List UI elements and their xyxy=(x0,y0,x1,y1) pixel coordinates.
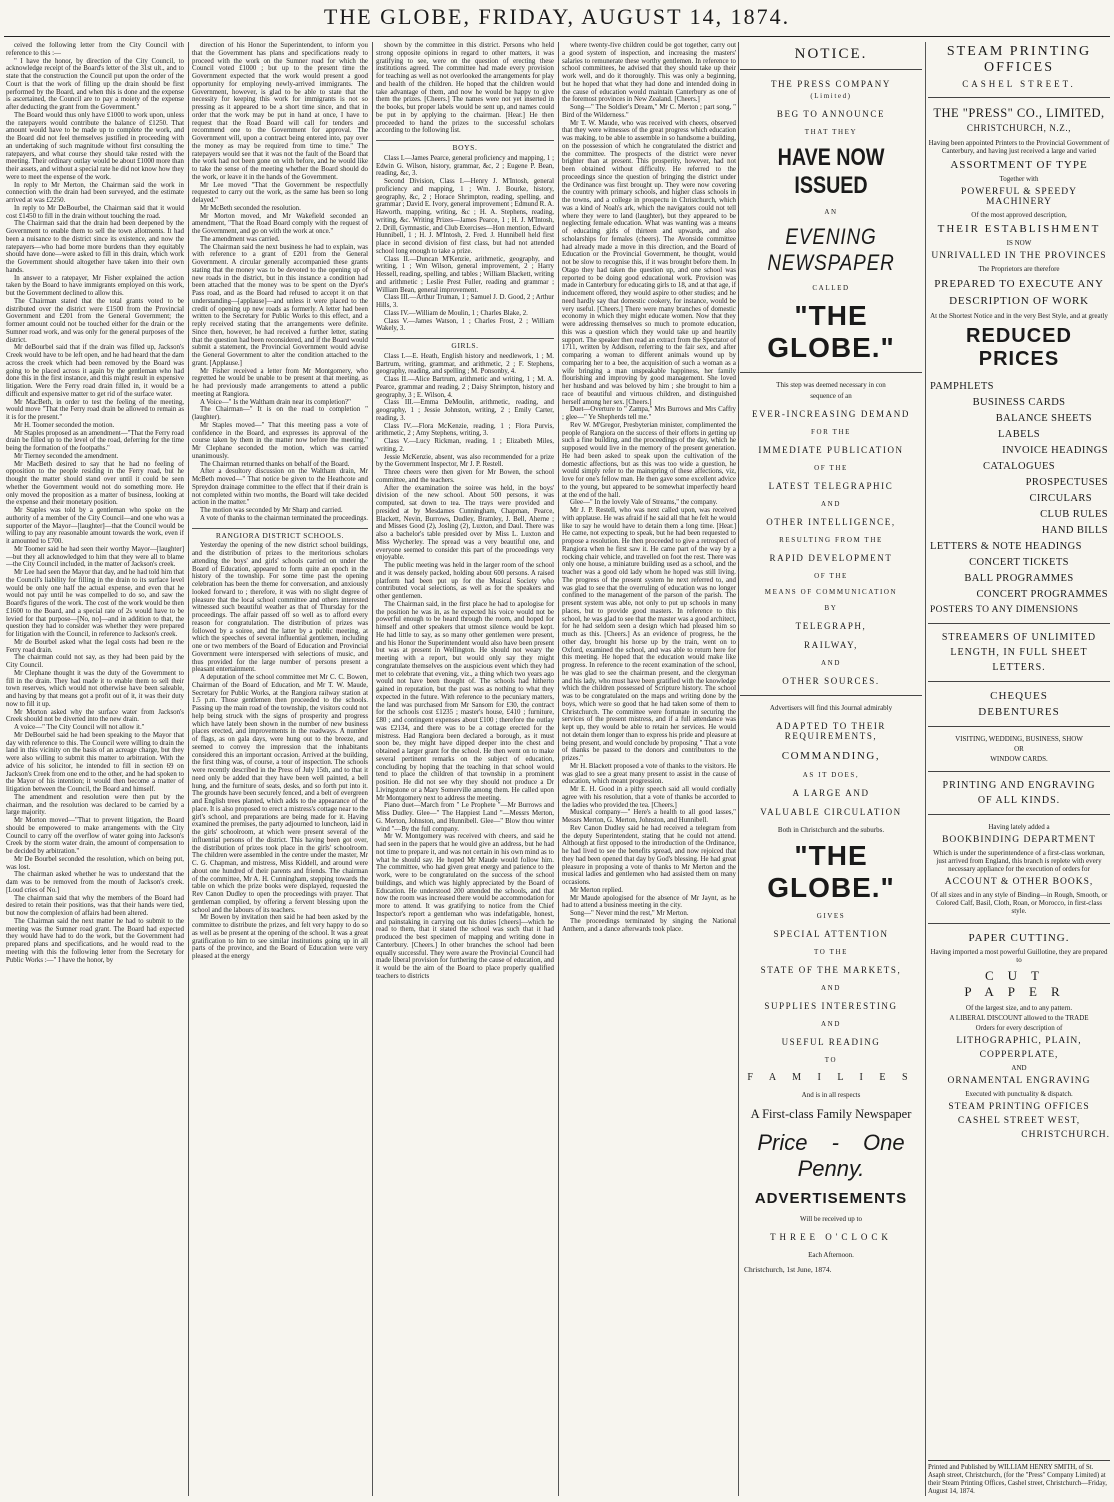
article-paragraph: Mr T. W. Maude, who was received with cheers, observed that they were witnesses of the great progress which education was making, to be able to assemble in so handsome a building, on the possession of which he congratulated the district and the committee. The prospects of the district were never brighter than at present. This prosperity, however, had not been obtained without difficulty. He referred to the proceedings since the question of bringing the district under the Ordinance was first brought up. They were now covering the country with primary schools, and higher class schools in the towns, and a college in prospectu in Christchurch, which was a kind of Noah's ark, which the navigators could not tell where they were to land (laughter), but they appeared to be neglecting female education. What was wanting was a means of educating girls of thirteen and upwards, and also scholarships for females (cheers). The Avonside committee had already made a move in this direction, and the Board of Education or the Provincial Government, he thought, would not be slow to recognise this, if it was brought before them. In Otago they had taken the question up, and one school was reported to be doing good educational work. Provision was made in Canterbury for educating girls to 18, and at that age, if inducement offered, they would aspire to other studies; and he need hardly say that domestic cookery, for instance, would be very useful. [Cheers.] There were many branches of domestic economy in which they might educate women. Now that they were addressing themselves so much to promote education, this was a question which they would take up and heartily support. The speaker then read an extract from the Spectator of 1711, written by Addison, referring to the fair sex, and after comparing a woman to different animals wound up by comparing her to a bee, the acquisition of such a woman as a wife bringing a man unspeakable happiness, her family flourishing and improving by good management. She loved her husband and was beloved by him ; she brought to him a race of beautiful and virtuous children, and distinguished herself among her sex. [Cheers.] xyxy=(562,119,736,406)
article-paragraph: Class III.—Emma DeMoulin, arithmetic, reading, and geography, 1 ; Jessie Johnston, writing, 2 ; Emily Carter, reading, 3. xyxy=(376,399,554,422)
article-paragraph: The Chairman returned thanks on behalf of the Board. xyxy=(200,460,350,468)
ad-line: UNRIVALLED IN THE PROVINCES xyxy=(931,251,1107,261)
article-paragraph: The proceedings terminated by singing the National Anthem, and a dance afterwards took place. xyxy=(562,917,736,933)
ad-item: CIRCULARS xyxy=(1029,493,1092,504)
ad-line: AND xyxy=(1011,1064,1027,1072)
ad-line: STEAM PRINTING OFFICES xyxy=(948,1102,1090,1112)
notice-line: IMMEDIATE PUBLICATION xyxy=(758,445,904,455)
article-paragraph: Mr de Bourbel asked what the legal costs had been re the Ferry road drain. xyxy=(6,638,184,654)
article-paragraph: The amendment and resolution were then put by the chairman, and the resolution was declared to be carried by a large majority. xyxy=(6,793,184,817)
notice-line: FOR THE xyxy=(810,428,852,436)
ad-line: At the Shortest Notice and in the very Best Style, and at greatly xyxy=(930,312,1108,320)
ad-line: LETTERS. xyxy=(992,662,1046,673)
ad-line: COPPERPLATE, xyxy=(979,1050,1059,1060)
ad-line: CUT PAPER xyxy=(964,968,1074,999)
article-paragraph: Mr Morton moved, and Mr Wakefield seconded an amendment, "That the Road Board comply with the request of the Government, and go on with the work at once." xyxy=(192,212,368,235)
ad-line: The Proprietors are therefore xyxy=(978,265,1060,273)
article-paragraph: ceived the following letter from the City Council with reference to this :— xyxy=(6,42,184,57)
ad-item: CONCERT TICKETS xyxy=(969,557,1069,568)
notice-line: STATE OF THE MARKETS, xyxy=(760,965,902,975)
notice-line: Each Afternoon. xyxy=(808,1251,854,1259)
article-paragraph: where twenty-five children could be got together, carry out a good system of inspection, and increasing the masters' salaries to remunerate these worthy gentlemen. In reference to school committees, he advised that they should take up their work well, and do it thoroughly. This was only a beginning, but he hoped that what they had done and intended doing in the cause of education would maintain Canterbury as one of the foremost provinces in New Zealand. [Cheers.] xyxy=(562,42,736,104)
article-paragraph: The Chairman stated that the total grants voted to be distributed over the district were £1500 from the Provincial Government and £201 from the General Government; the former amount could not be touched either for the drain or the Sumner road work, and was only for the general purposes of the district. xyxy=(6,297,184,344)
section-heading: GIRLS. xyxy=(376,338,554,350)
ad-item: POSTERS TO ANY DIMENSIONS xyxy=(930,605,1079,615)
article-paragraph: Mr Tierney seconded the amendment. xyxy=(14,452,119,460)
divider xyxy=(928,726,1110,727)
notice-line: A LARGE AND xyxy=(792,788,870,798)
notice-line: OTHER SOURCES. xyxy=(782,676,880,686)
notice-date: Christchurch, 1st June, 1874. xyxy=(744,1265,832,1274)
notice-line: sequence of an xyxy=(810,392,852,400)
notice-line: AND xyxy=(821,659,841,667)
article-paragraph: Mr MacBeth, in order to test the feeling of the meeting, would move "That the Ferry road drain be allowed to remain as it is for the present." xyxy=(6,398,184,421)
article-paragraph: Class V.—James Watson, 1 ; Charles Frost, 2 ; William Wakely, 3. xyxy=(376,317,554,333)
notice-line: OF THE xyxy=(814,464,848,472)
notice-line: Will be received up to xyxy=(800,1215,862,1223)
ad-item: PROSPECTUSES xyxy=(1025,477,1108,488)
article-column-4 xyxy=(562,42,736,1496)
ad-line: A LIBERAL DISCOUNT allowed to the TRADE xyxy=(949,1014,1089,1022)
ad-item: INVOICE HEADINGS xyxy=(1002,445,1108,456)
article-paragraph: Rev Canon Dudley said he had received a telegram from the deputy Superintendent, stating that he could not attend. Although at first opposed to the introduction of the Ordinance, he had lived to see the benefits spread, and now rejoiced that they had been opened that day by God's blessing. He had great pleasure in proposing a vote of thanks to Mr Merton and the musical ladies and gentlemen who had assisted them on many occasions. xyxy=(562,824,736,886)
notice-line: THE PRESS COMPANY xyxy=(771,79,891,89)
article-paragraph: The motion was seconded by Mr Sharp and carried. xyxy=(200,507,343,514)
masthead: THE GLOBE, FRIDAY, AUGUST 14, 1874. xyxy=(323,4,791,29)
notice-globe-title: "THE GLOBE." xyxy=(767,840,895,903)
article-paragraph: After the examination the soiree was held, in the boys' division of the new school. About 500 persons, it was computed, sat down to tea. The trays were provided and presided at by Mesdames Cunningham, Chapman, Pearce, Blackett, Nevin, Burrows, Dudley, Bramley, J. Bell, Aherne ; and Misses Good (2), Josling (2), Luxton, and Daul. There was also a bachelor's table presided over by Miss L. Luxton and Miss Wycherley. The spread was a very beautiful one, and everyone seemed to consider this part of the proceedings very enjoyable. xyxy=(376,484,554,562)
ad-line: Orders for every description of xyxy=(975,1024,1063,1032)
column-rule xyxy=(738,42,739,1496)
ad-line: ASSORTMENT OF TYPE xyxy=(950,159,1088,171)
article-paragraph: Second Division, Class I.—Henry J. M'Intosh, general proficiency and mapping, 1 ; Wm. J. Bourke, history, geography, &c, 2 ; Horace Shrimpton, reading, spelling, and grammar ; David E. Ivory, general improvement ; Edmund R. A. Haworth, mapping, writing, &c ; H. A. Stephens, reading, writing, &c. Writing Prizes—James Pearce, 1 ; H. J. M'Intosh, 2. Drill, Gymnastic, and Club Exercises—Hon mention, Edward Hunnibell, 1 ; H. J. M'Intosh, 2. Fred. J. Hunnibell held first place in second division of first class, but had not attended school long enough to take a prize. xyxy=(376,178,554,255)
article-paragraph: Song—" Never mind the rest," Mr Merton. xyxy=(570,910,689,917)
ad-item: LETTERS & NOTE HEADINGS xyxy=(930,541,1082,552)
notice-line: TO THE xyxy=(813,948,849,956)
article-paragraph: The Chairman said that the drain had been deepened by the Government to enable them to sell the town allotments. It had been a nuisance to the district since its existence, and now the ratepayers—who had borne more burdens than they equitably should have done—were asked to fill in this drain, which work the Government should altogether have taken into their own hands. xyxy=(6,220,184,274)
article-paragraph: Mr Staples was told by a gentleman who spoke on the authority of a member of the City Council—and one who was a supporter of the Mayor—[laughter]—that the Council would be willing to pay any reasonable amount towards the work, even if it amounted to £700. xyxy=(6,507,184,545)
ad-item: HAND BILLS xyxy=(1041,525,1108,536)
article-paragraph: " I have the honor, by direction of the City Council, to acknowledge receipt of the Board's letter of the 31st ult., and to state that the construction the Council put upon the order of the Court is that the work of filling up the drain should be first performed by the Board, and when this is done and the expense is ascertained, the Council are to pay a moiety of the expense after deducting the grant from the Government." xyxy=(6,57,184,111)
ad-item: PAMPHLETS xyxy=(930,381,994,392)
ad-line: THEIR ESTABLISHMENT xyxy=(937,223,1101,235)
article-paragraph: Jessie McKenzie, absent, was also recommended for a prize by the Government Inspector, Mr J. P. Restell. xyxy=(376,453,554,469)
ad-line: ACCOUNT & OTHER BOOKS, xyxy=(944,877,1094,887)
article-column-3 xyxy=(376,42,554,1496)
ad-line: Of all sizes and in any style of Binding—in Rough, Smooth, or Colored Calf, Basil, Cloth, Roan, or Morocco, in first-class style. xyxy=(930,891,1108,915)
ad-line: CASHEL STREET. xyxy=(962,79,1076,89)
notice-line: SUPPLIES INTERESTING xyxy=(764,1001,898,1011)
notice-line: RAILWAY, xyxy=(804,640,858,650)
article-paragraph: Class IV.—William de Moulin, 1 ; Charles Blake, 2. xyxy=(384,309,528,317)
ad-line: Having lately added a xyxy=(988,823,1050,831)
article-paragraph: Mr Toomer said he had seen their worthy Mayor—[laughter]—but they all acknowledged to him that they were all to blame—the City Council included, in the matter of Jackson's creek. xyxy=(6,545,184,569)
ad-line: CASHEL STREET WEST, xyxy=(957,1116,1081,1126)
ad-item: BALANCE SHEETS xyxy=(995,413,1092,424)
article-paragraph: The chairman asked whether he was to understand that the dam was to be removed from the mouth of Jackson's creek. [Loud cries of No.] xyxy=(6,871,184,894)
notice-line: USEFUL READING xyxy=(781,1037,881,1047)
article-paragraph: Class II.—Duncan M'Kenzie, arithmetic, geography, and writing, 1 ; Wm Wilson, general improvement, 2 ; Harry Hessell, reading, spelling, and tables ; William Blackett, writing and arithmetic ; Leslie Prest Fuller, reading and grammar ; William Bean, general improvement. xyxy=(376,255,554,294)
article-paragraph: Mr Lee had seen the Mayor that day, and he had told him that the Council's liability for filling in the drain to its surface level would be only one half the actual expense, and even that he would not pay until he was compelled to do so, and saw the Board's figures of the work. The cost of the work would be then £1600 to the Board, and a special rate of 2s would have to be levied for that purpose—[No, no]—and in addition to that, the question they had to consider was whether they were prepared for litigation with the Council, in reference to Jackson's creek. xyxy=(6,569,184,638)
ad-item: BUSINESS CARDS xyxy=(972,397,1066,408)
article-paragraph: Mr Maude apologised for the absence of Mr Jaynt, as he had to attend a business meeting in the city. xyxy=(562,894,736,910)
article-paragraph: Mr Fisher received a letter from Mr Montgomery, who regretted he would be unable to be present at that meeting, as he had previously made arrangements to attend a public meeting at Rangiora. xyxy=(192,367,368,398)
article-paragraph: Class II.—Alice Bartrum, arithmetic and writing, 1 ; M. A. Pearce, grammar and reading, 2 ; Daisy Shrimpton, history and geography, 3 ; E. Wilson, 4. xyxy=(376,376,554,399)
article-paragraph: Mr H. Blackett proposed a vote of thanks to the visitors. He was glad to see a great many present to assist in the cause of education, which meant progression. xyxy=(562,762,736,786)
notice-line: VALUABLE CIRCULATION xyxy=(760,807,902,817)
ad-line: STEAM PRINTING OFFICES xyxy=(946,44,1092,75)
article-paragraph: The Chairman—" It is on the road to completion " (laughter). xyxy=(192,406,368,421)
notice-line: (Limited) xyxy=(810,92,852,100)
article-paragraph: Mr Morton asked why the surface water from Jackson's Creek should not be diverted into the new drain. xyxy=(6,708,184,724)
article-paragraph: Mr J. P. Restell, who was next called upon, was received with applause. He was afraid if he said all that he felt he would like to say he would have to detain them a long time. [Hear.] He came, not expecting to speak, but he had been requested to propose a resolution. He then proceeded to give a retrospect of Rangiora when he first saw it. He came part of the way by a rocking chair vehicle, and travelled on foot the rest. There was only one house, a miniature building used as a school, and the teacher was a good old lady whom he hoped was still living. The progress of the present system he next referred to, and was glad to see that the overruling of education was no longer confined to the management of the parson of the parish. The present system was able, not only to put up schools in many places, but to provide good masters. In reference to this school, he was glad to see that the master was a good architect, for he had seldom seen a design which had pleased him so much as this. [Cheers.] As an evidence of progress, he the other day, brought his horse up by the train, went on to Oxford, examined the school, and was able to return here for this meeting. He hoped that the education would make like progress. In reference to the recent examination of the school, he was glad to see the chairman present, and the clergyman and his lady, who must have been gratified with the knowledge which the children possessed of Scripture history. The school was to be congratulated on the maps and writing done by the boys, which were so good that he had taken some of them to Christchurch. The committee were fortunate in securing the services of the present mistress, and if a full attendance was kept up, they would be able to retain her services. He would not detain them longer than to express his pride and pleasure at being present, and would conclude by proposing " That a vote of thanks be passed to the donors and contributors to the prizes." xyxy=(562,507,736,762)
notice-line: AND xyxy=(821,1020,841,1028)
ad-item: CATALOGUES xyxy=(983,461,1055,472)
divider xyxy=(928,771,1110,772)
article-paragraph: Class I.—E. Heath, English history and needlework, 1 ; M. Bartrum, writing, grammar, and arithmetic, 2 ; F. Stephens, geography, reading, and spelling ; M. Ponsonby, 4. xyxy=(376,352,554,376)
divider xyxy=(928,97,1110,98)
ad-line: PRINTING AND ENGRAVING xyxy=(942,780,1096,791)
article-paragraph: The Chairman said, in the first place he had to apologise for the position he was in, as he expected his voice would not be powerful enough to be heard through the room, and hoped for himself and other speakers that utmost silence would be kept. He had little to say, as so many other gentlemen were present, and his Honor the Superintendent would also have been present but was at present in Wellington. He should not weary the meeting with a report, but would only say they might congratulate themselves on the auspicious event which they had met to celebrate that evening, viz., a thing which two years ago would not have been thought of. The schools had hitherto gained in reputation, but the past was as nothing to what they expected in the future. With reference to the pecuniary matters, the land was purchased from Mr Sansom for £30, the contract for the schools cost £1235 ; master's house, £410 ; furniture, £80 ; and contingent expenses about £100 ; therefore the outlay was £2134, and there was to be a cottage erected for the mistress. Had Rangiora been declared a borough, as it must soon be, they might have dipped deeper into the chest and obtained a larger grant for the school. He then went on to make several pertinent remarks on the subject of education, concluding by hoping that the teaching in that school would tend to place the children of that township in a prominent position. He did not see why they should not produce a Dr Livingstone or a Mary Somerville among them. He called upon Mr Montgomery next to address the meeting. xyxy=(376,600,554,802)
notice-line: GIVES xyxy=(816,912,846,920)
notice-title: NOTICE. xyxy=(740,46,922,70)
article-paragraph: Mr Bowen by invitation then said he had been asked by the committee to distribute the prizes, and felt very happy to do so as well as be present at the opening of the school. It was a great gratification to him to see similar institutions going up in all parts of the province, and the Board of Education were very pleased at the energy xyxy=(192,914,368,960)
ad-line: VISITING, WEDDING, BUSINESS, SHOW xyxy=(955,735,1083,743)
article-paragraph: Class III.—Arthur Truman, 1 ; Samuel J. D. Good, 2 ; Arthur Hills, 3. xyxy=(376,294,554,309)
notice-line: EVER-INCREASING DEMAND xyxy=(752,409,910,419)
article-paragraph: Mr Staples proposed as an amendment—"That the Ferry road drain be filled up to the level of the road, deferring for the time being the formation of the footpaths." xyxy=(6,429,184,452)
article-paragraph: Mr Morton moved—"That to prevent litigation, the Board should be empowered to make arrangements with the City Council to carry off the overflow of water going into Jackson's Creek by the storm water drain, the amount of compensation to be decided by arbitration." xyxy=(6,817,184,855)
notice-line: LATEST TELEGRAPHIC xyxy=(768,481,894,491)
notice-line: OTHER INTELLIGENCE, xyxy=(766,517,896,527)
ad-item: CONCERT PROGRAMMES xyxy=(976,589,1108,600)
column-rule xyxy=(558,42,559,1496)
article-paragraph: Mr deBourbel said that if the drain was filled up, Jackson's Creek would have to be left open, and he had heard that the dam across the creek which had been removed by the Board was going to be placed across it again by the gentleman who had done this in the first instance, and this might result in expensive litigation. Were the Ferry road drain filled in, it would be a difficult and expensive matter to get rid of the surface water. xyxy=(6,344,184,398)
ad-line: Together with xyxy=(999,175,1039,183)
divider xyxy=(928,623,1110,624)
article-paragraph: Mr Merton replied. xyxy=(570,886,624,894)
article-paragraph: Mr H. Toomer seconded the motion. xyxy=(14,421,115,429)
article-paragraph: A Voice—" Is the Waltham drain near its completion?" xyxy=(200,398,351,406)
article-paragraph: Mr De Bourbel seconded the resolution, which on being put, was lost. xyxy=(6,855,184,871)
article-paragraph: After a desultory discussion on the Waltham drain, Mr McBeth moved—" That notice be given to the Heathcote and Spreydon drainage committee to the effect that if their drain is not completed within two months, the Board will take decided action in the matter." xyxy=(192,468,368,507)
steam-printing-advertisement xyxy=(928,42,1110,1496)
ad-line: POWERFUL & SPEEDY MACHINERY xyxy=(961,187,1077,207)
article-column-1 xyxy=(6,42,184,1496)
notice-line: OF THE xyxy=(814,572,848,580)
article-paragraph: Song—" The Soldier's Dream," Mr C. Merton ; part song, " Bird of the Wilderness." xyxy=(562,104,736,119)
ad-item: LABELS xyxy=(997,429,1041,440)
article-paragraph: Mr MacBeth desired to say that he had no feeling of opposition to the people residing in the Ferry road, but he thought the matter should stand over until it could be seen whether the Government would not do something more. He only moved the proposition as a matter of business, looking at the expense and their monetary position. xyxy=(6,460,184,507)
ad-line: WINDOW CARDS. xyxy=(990,755,1048,763)
notice-line: THREE O'CLOCK xyxy=(770,1232,892,1242)
article-paragraph: Yesterday the opening of the new district school buildings, and the distribution of prizes to the meritorious scholars attending the boys' and girls' schools carried on under the Board of Education, appeared to form quite an epoch in the history of the township. For some time past the opening celebration has been the theme for conversation, and anxiously looked forward to ; therefore, it was with no slight degree of pleasure that the local school committee and others interested witnessed such beautiful weather as that of Thursday for the proceedings. The affair passed off so well as to afford every reason for congratulation. The distribution of prizes was followed by a soiree, and the latter by a public meeting, at which the speeches of several influential gentlemen, including one or two members of the Board of Education and Provincial Government were interspersed with selections of music, and thus provided for the large number of persons present a pleasant entertainment. xyxy=(192,542,368,674)
notice-line: TO xyxy=(824,1056,838,1064)
ad-item: CLUB RULES xyxy=(1040,509,1108,520)
ad-reduced-prices: REDUCED PRICES xyxy=(966,325,1072,370)
ad-line: PAPER CUTTING. xyxy=(968,932,1070,944)
ad-line: Of the most approved description, xyxy=(971,211,1067,219)
article-paragraph: direction of his Honor the Superintendent, to inform you that the Government has plans and specifications ready to proceed with the work on the Sumner road for which the Council voted £1000 ; but up to the present time the Government expected that the work would present a good opportunity for employing newly-arrived immigrants. The Government, however, is glad to be able to state that the necessity for keeping this work for immigrants is not so pressing as it appeared to be a short time since, and that in order that the work may be put in hand at once, I have to request that the Road Board will call for tenders and recommend one to the Government for approval. The Government will, upon a contract being entered into, pay over the money as may be required from time to time." The ratepayers would see that it was not the fault of the Board that the work had not been gone on with before, and he would like to take the sense of the meeting whether the Board should do the work, or leave it in the hands of the Government. xyxy=(192,42,368,181)
article-paragraph: Mr DeBourbel said he had been speaking to the Mayor that day with reference to this. The Council were willing to drain the land in this vicinity on the basis of an acreage charge, but they were also willing to submit this matter to arbitration. With the advice of his solicitor, he intended to fill in section 69 on Jackson's Creek from one end to the other, and he had spoken to the Mayor of his intention; it would then become a matter of litigation between the Council, the Board and himself. xyxy=(6,731,184,793)
notice-line: TELEGRAPH, xyxy=(795,621,867,631)
article-paragraph: Class V.—Lucy Rickman, reading, 1 ; Elizabeth Miles, writing, 2. xyxy=(376,438,554,453)
article-paragraph: Mr E. H. Good in a pithy speech said all would cordially agree with his resolution, that a vote of thanks be accorded to the ladies who provided the tea. [Cheers.] xyxy=(562,786,736,809)
notice-line: SPECIAL ATTENTION xyxy=(773,929,889,939)
ad-line: Of the largest size, and to any pattern. xyxy=(965,1004,1073,1012)
ad-line: STREAMERS OF UNLIMITED xyxy=(941,632,1097,643)
ad-line: OF ALL KINDS. xyxy=(977,795,1061,806)
notice-line: BEG TO ANNOUNCE xyxy=(776,109,886,119)
ad-line: PREPARED TO EXECUTE ANY xyxy=(934,278,1104,290)
article-paragraph: Mr McBeth seconded the resolution. xyxy=(200,204,301,212)
article-paragraph: A voice—" The City Council will not allow it." xyxy=(14,724,145,731)
notice-line: F A M I L I E S xyxy=(747,1072,915,1083)
notice-line: RAPID DEVELOPMENT xyxy=(769,553,893,563)
notice-headline: EVENING NEWSPAPER xyxy=(767,224,895,275)
notice-line: And is in all respects xyxy=(801,1091,861,1099)
article-paragraph: Mr Lee moved "That the Government be respectfully requested to carry out the work, as the same has been so long delayed." xyxy=(192,181,368,204)
article-paragraph: Mr Staples moved—" That this meeting pass a vote of confidence in the Board, and expresses its approval of the course taken by them in the matter now before the meeting." Mr Clephane seconded the motion, which was carried unanimously. xyxy=(192,421,368,460)
ad-line: Which is under the superintendence of a first-class workman, just arrived from England, this branch is replete with every necessary appliance for the execution of orders for xyxy=(933,849,1105,873)
article-paragraph: The public meeting was held in the larger room of the school and it was densely packed, holding about 600 persons. A raised platform had been put up for the Musical Society who contributed vocal selections, as well as for the speakers and other gentlemen. xyxy=(376,562,554,600)
article-paragraph: Mr Clephane thought it was the duty of the Government to fill in the drain. They had made it to enable them to sell their town reserves, which would not otherwise have been saleable, and having by that means got a profit out of it, it was their duty now to fill it up. xyxy=(6,669,184,708)
article-paragraph: In reply to Mr DeBourbel, the Chairman said that it would cost £1450 to fill in the drain without touching the road. xyxy=(6,204,184,220)
notice-line: AS IT DOES, xyxy=(802,771,860,779)
article-paragraph: A deputation of the school committee met Mr C. C. Bowen, Chairman of the Board of Education, and Mr T. W. Maude, Secretary for Public Works, at the Rangiora railway station at 1.5 p.m. Those gentlemen then proceeded to the schools. Passing up the main road of the township, the visitors could not help being struck with the signs of prosperity and progress which have lately been shown in the number of new business places erected, and improvements in the roadways. A number of flags, as on gala days, were hung out to the breeze, and seemed to convey the impression that the inhabitants considered this an important occasion. Arrived at the building, the first thing was, of course, a tour of inspection. The schools were recently described in the Press of July 15th, and to that it need only be added that they have been well painted, a bell hung, and the furniture of seats, desks, and so forth put into it. The grounds have been securely fenced, and a belt of evergreen and English trees planted, which adds to the appearance of the place. It is also proposed to erect a mistress's cottage near to the girl's school, and preparations are being made for it. Having examined the premises, the party adjourned to luncheon, laid in the girls' schoolroom, at which were present several of the influential persons of the district. This having been got over, the distribution of prizes took place in the girls' schoolroom. The children were assembled in the centre under the master, Mr C. G. Chapman, and mistress, Miss Kiddell, and around were about one hundred of their parents and friends. The chairman of the committee, Mr A. H. Cunningham, stepping towards the table on which the prize books were displayed, requested the Rev Canon Dudley to open the proceedings with prayer. That gentleman complied, by offering a fervent blessing upon the school and the labours of its teachers. xyxy=(192,674,368,914)
notice-line: AND xyxy=(821,984,841,992)
ad-line: CHRISTCHURCH. xyxy=(1021,1130,1110,1140)
notice-line: Both in Christchurch and the suburbs. xyxy=(777,826,885,834)
article-paragraph: Duet—Overture to " Zampa," Mrs Burrows and Mrs Caffry ; glee—" Ye Shepherds tell me." xyxy=(562,406,736,421)
divider xyxy=(928,681,1110,682)
imprint: Printed and Published by WILLIAM HENRY SMITH, of St. Asaph street, Christchurch, (for the "Press" Company Limited) at their Steam Printing Offices, Cashel street, Christchurch—Friday, August 14, 1874. xyxy=(928,1460,1110,1496)
divider xyxy=(928,923,1110,924)
ad-line: Executed with punctuality & dispatch. xyxy=(965,1090,1073,1098)
notice-price: Price - One Penny. xyxy=(757,1130,905,1181)
article-paragraph: The chairman could not say, as they had been paid by the City Council. xyxy=(6,654,184,669)
notice-line: RESULTING FROM THE xyxy=(779,536,883,544)
divider xyxy=(928,814,1110,815)
article-paragraph: The Chairman said the next matter he had to submit to the meeting was the Sumner road grant. The Board had expected they would have had to do the work, but the Government had prepared plans and specifications, and he would read to the meeting with this the following letter from the Secretary for Public Works :—" I have the honor, by xyxy=(6,917,184,964)
notice-line: BY xyxy=(824,604,838,612)
divider xyxy=(740,695,922,696)
masthead-rule xyxy=(4,36,1110,37)
globe-notice-advertisement xyxy=(740,42,922,1496)
notice-line: A First-class Family Newspaper xyxy=(750,1107,912,1121)
column-rule xyxy=(925,42,926,1496)
notice-line: AND xyxy=(821,500,841,508)
ad-line: DESCRIPTION OF WORK xyxy=(949,295,1089,307)
ad-line: Having imported a most powerful Guillotine, they are prepared to xyxy=(930,948,1108,964)
ad-line: BOOKBINDING DEPARTMENT xyxy=(942,835,1096,845)
article-paragraph: Musical company—" Here's a health to all good lasses," Messrs Merton, G. Merton, Johnston, and Hunnibell. xyxy=(562,809,736,824)
ad-line: ORNAMENTAL ENGRAVING xyxy=(947,1076,1091,1086)
column-rule xyxy=(188,42,189,1496)
ad-line: CHRISTCHURCH, N.Z., xyxy=(966,123,1072,133)
notice-globe-title: "THE GLOBE." xyxy=(767,300,895,363)
ad-line: DEBENTURES xyxy=(978,706,1060,718)
article-paragraph: Class IV.—Flora McKenzie, reading, 1 ; Flora Purvis, arithmetic, 2 ; Amy Stephens, writing, 3. xyxy=(376,422,554,438)
article-paragraph: Mr W. Montgomery was received with cheers, and said he had seen in the papers that he would give an address, but he had not time to prepare it, and was not certain in his own mind as to what he should say. He hoped Mr Maude would follow him. The committee, who had given great energy and patience to the work, were to be congratulated on the success of the school buildings, and which was highly appreciated by the Board of Education. He understood 200 attended the schools, and that now the room was increased there would be accommodation for more to attend. It was gratifying to notice from the Chief Inspector's report a gentleman who was indefatigable, honest, and painstaking in carrying out his duties [cheers]—which he read to them, that it stated the school was such that it had produced the best specimen of mapping and writing done in Canterbury. [Cheers.] In other branches the school had been equally successful. They were aware the Provincial Council had made liberal provision for furthering the cause of education, and it would be the aim of the Board to place properly qualified teachers to districts xyxy=(376,833,554,980)
notice-line: COMMANDING, xyxy=(781,750,881,762)
notice-line: MEANS OF COMMUNICATION xyxy=(764,588,898,596)
article-paragraph: The amendment was carried. xyxy=(200,235,280,243)
column-rule xyxy=(372,42,373,1496)
notice-headline: HAVE NOW ISSUED xyxy=(777,144,885,199)
ad-line: IS NOW xyxy=(1006,239,1032,247)
notice-line: ADAPTED TO THEIR REQUIREMENTS, xyxy=(775,721,887,741)
notice-line: CALLED xyxy=(812,284,850,292)
ad-item: BALL PROGRAMMES xyxy=(964,573,1074,584)
notice-line: Advertisers will find this Journal admirably xyxy=(769,704,893,712)
article-paragraph: The Board would thus only have £1000 to work upon, unless the ratepayers would contribute the balance of £1250. That amount would have to be made up to complete the work, and the Board did not feel themselves justified in proceeding with an undertaking of such magnitude without first consulting the ratepayers, and what course they should take rested with the meeting. Their ordinary outlay would be about £1000 more than their assets, and without a special rate he did not know how they were to meet the expense of the work. xyxy=(6,111,184,181)
article-paragraph: In answer to a ratepayer, Mr Fisher explained the action taken by the Board to have immigrants employed on this work, but the Government declined to allow this. xyxy=(6,274,184,297)
ad-line: Having been appointed Printers to the Provincial Government of Canterbury, and having just received a large and varied xyxy=(928,139,1110,155)
ad-line: THE "PRESS" CO., LIMITED, xyxy=(933,106,1105,120)
article-paragraph: Glee—" In the lovely Vale of Streams," the company. xyxy=(570,499,718,507)
ad-line: OR xyxy=(1014,745,1024,753)
article-column-2 xyxy=(192,42,368,1496)
notice-line: AN xyxy=(824,208,838,216)
notice-line: This step was deemed necessary in con xyxy=(776,381,886,389)
section-heading: BOYS. xyxy=(376,140,554,152)
article-paragraph: A vote of thanks to the chairman terminated the proceedings. xyxy=(200,514,368,522)
article-paragraph: Rev W. M'Gregor, Presbyterian minister, complimented the people of Rangiora on the success of their efforts in getting up such a fine building, and the proceedings of the day, which he supposed would live in the memory of the present generation. He had been asked to speak upon the cultivation of the domestic affections, but as this was too wide a question, he would simply refer to the mainspring of these affections, viz, love for one's fellow man. He then gave some excellent advice to the young, but appeared to be somewhat imperfectly heard at the end of the hall. xyxy=(562,421,736,499)
article-paragraph: Piano duet—March from " Le Prophete "—Mr Burrows and Miss Dudley. Glee—" The Happiest Land "—Messrs Merton, G. Merton, Johnston, and Hunnibell. Glee—" Blow thou winter wind "—By the full company. xyxy=(376,802,554,833)
ad-line: LITHOGRAPHIC, PLAIN, xyxy=(956,1036,1082,1046)
section-heading: RANGIORA DISTRICT SCHOOLS. xyxy=(192,528,368,540)
ad-line: LENGTH, IN FULL SHEET xyxy=(950,647,1088,658)
divider xyxy=(740,372,922,373)
ad-line: CHEQUES xyxy=(990,690,1048,702)
article-paragraph: shown by the committee in this district. Persons who held strong opposite opinions in regard to other matters, it was gratifying to see, were on the question of erecting these institutions agreed. The committee had made every provision for teaching as well as not overlooked the arrangements for play and health of the children. He hoped that the children would take advantage of them, and now he would be happy to give them the prizes. [Cheers.] The names were not yet inserted in the books, but proper labels would be sent up, and names could be put in by applying to the chairman. [Hear.] He then proceeded to hand the prizes to the successful scholars according to the following list. xyxy=(376,42,554,135)
article-paragraph: The chairman said that why the members of the Board had desired to retain their positions, was that their hands were tied, but now the complexion of affairs had been altered. xyxy=(6,894,184,917)
notice-line: THAT THEY xyxy=(804,128,858,136)
article-paragraph: The Chairman said the next business he had to explain, was with reference to a grant of £201 from the General Government. A circular generally accompanied these grants stating that the money was to be devoted to the opening up of new roads in the district, but in this instance a condition had been attached that the money was to be spent on the Dyer's Pass road, and as the Board had refused to accept it on that understanding—[applause]—and unless it were placed to the credit of opening up new roads as formerly. A letter had been written to the Secretary for Public Works to this effect, and a reply received stating that the arrangements were definite. Since then, however, he had received a further letter, stating that the question had been reconsidered, and if the Board would submit a statement, the Provincial Government would advise the General Government to alter the condition attached to the grant. [Applause.] xyxy=(192,243,368,367)
notice-advertisements-heading: ADVERTISEMENTS xyxy=(754,1190,908,1207)
article-paragraph: In reply to Mr Merton, the Chairman said the work in connection with the drain had been surveyed, and the estimate arrived at was £2250. xyxy=(6,181,184,204)
article-paragraph: Three cheers were then given for Mr Bowen, the school committee, and the teachers. xyxy=(376,469,554,484)
article-paragraph: Class I.—James Pearce, general proficiency and mapping, 1 ; Edwin G. Wilson, history, grammar, &c, 2 ; Eugene P. Bean, reading, &c, 3. xyxy=(376,154,554,178)
